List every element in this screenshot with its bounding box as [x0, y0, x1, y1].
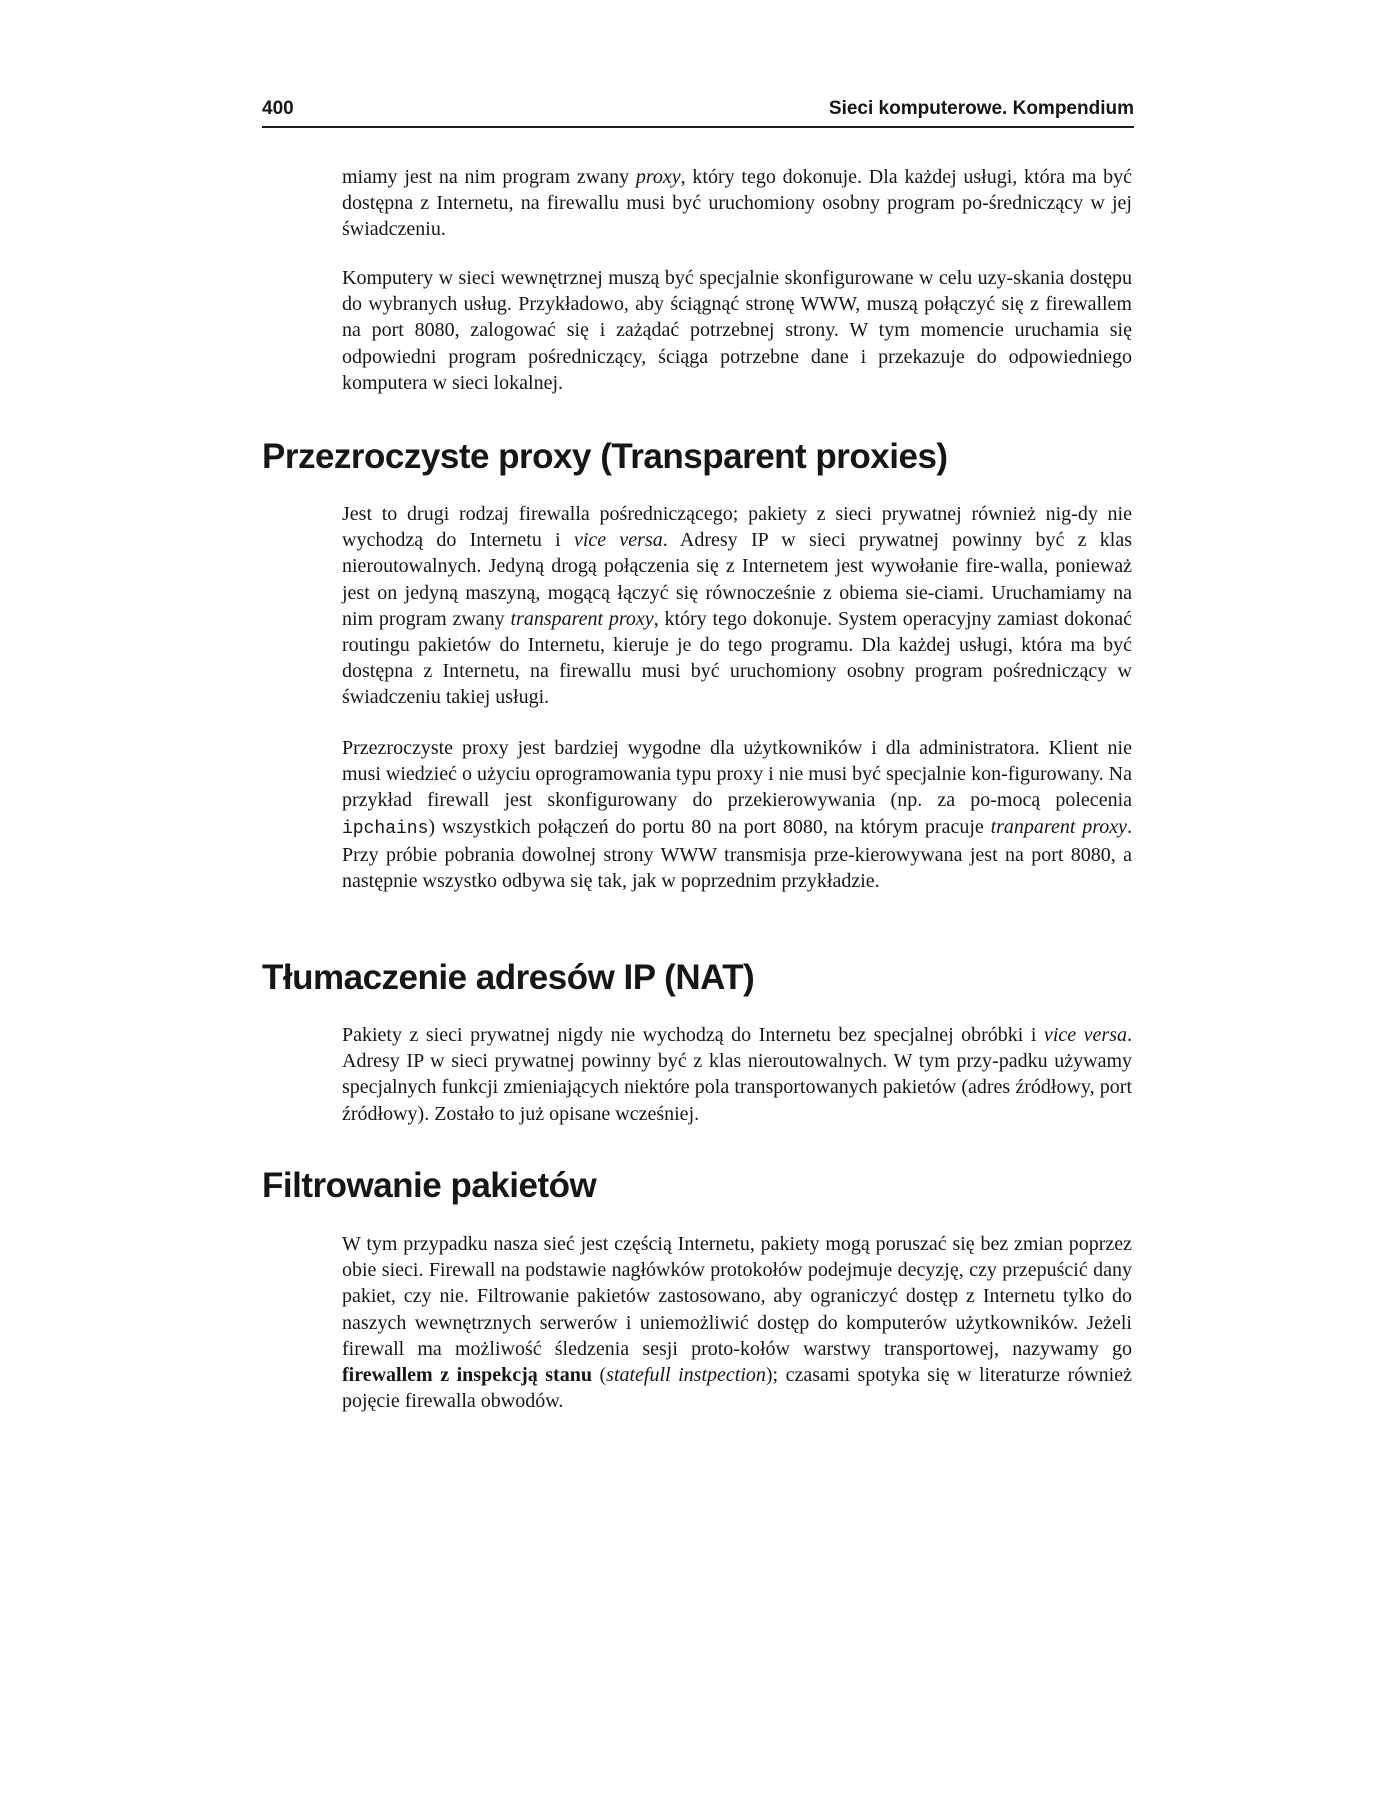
paragraph-nat	[342, 1022, 1132, 1127]
page-header	[262, 96, 1134, 128]
text-run: , który tego dokonuje. System operacyjny zamiast dokonać routingu pakietów do Internetu, kieruje je do tego programu. Dla każdej usługi, która ma być dostępna z Internetu, na firewallu musi być uruchomiony osobny program pośredniczący w świadczeniu takiej usługi.	[342, 607, 1132, 709]
italic-term: transparent proxy	[510, 607, 654, 630]
paragraph-proxy-continued	[342, 164, 1132, 243]
text-run: , który tego dokonuje. Dla każdej usługi, która ma być dostępna z Internetu, na firewallu musi być uruchomiony osobny program po-średniczący w jej świadczeniu.	[342, 166, 1132, 241]
italic-term: tranparent proxy	[990, 815, 1127, 838]
italic-term: proxy	[635, 166, 681, 188]
text-run: (	[591, 1364, 607, 1387]
paragraph-transparent-proxy-intro	[342, 501, 1132, 711]
paragraph-packet-filtering	[342, 1231, 1132, 1414]
text-run: ) wszystkich połączeń do portu 80 na port 8080, na którym pracuje	[428, 815, 991, 838]
italic-term: statefull instpection	[606, 1364, 766, 1387]
text-run: . Adresy IP w sieci prywatnej powinny być z klas nieroutowalnych. W tym przy-padku używamy specjalnych funkcji zmieniających niektóre pola transportowanych pakietów (adres źródłowy, port źródłowy). Zostało to już opisane wcześniej.	[342, 1024, 1132, 1125]
text-run: Jest to drugi rodzaj firewalla pośredniczącego; pakiety z sieci prywatnej również nig-dy nie wychodzą do Internetu i	[342, 503, 1132, 552]
paragraph-client-config	[342, 265, 1132, 396]
heading-transparent-proxies: Przezroczyste proxy (Transparent proxies)	[262, 437, 948, 476]
text-run: Komputery w sieci wewnętrznej muszą być specjalnie skonfigurowane w celu uzy-skania dostępu do wybranych usług. Przykładowo, aby ściągnąć stronę WWW, muszą połączyć się z firewallem na port 8080, zalogować się i zażądać potrzebnej strony. W tym momencie uruchamia się odpowiedni program pośredniczący, ściąga potrzebne dane i przekazuje do odpowiedniego komputera w sieci lokalnej.	[342, 267, 1132, 394]
text-run: ); czasami spotyka się w literaturze również pojęcie firewalla obwodów.	[342, 1364, 1132, 1413]
text-run: . Adresy IP w sieci prywatnej powinny być z klas nieroutowalnych. Jedyną drogą połączenia się z Internetem jest wywołanie fire-walla, ponieważ jest on jedyną maszyną, mogącą łączyć się równocześnie z obiema sie-ciami. Uruchamiamy na nim program zwany	[342, 529, 1132, 630]
paragraph-transparent-proxy-benefits	[342, 735, 1132, 894]
heading-nat: Tłumaczenie adresów IP (NAT)	[262, 958, 755, 997]
italic-term: vice versa	[573, 529, 663, 552]
code-term: ipchains	[342, 818, 429, 839]
italic-term: vice versa	[1043, 1024, 1127, 1046]
heading-packet-filtering: Filtrowanie pakietów	[262, 1166, 597, 1205]
text-run: Przezroczyste proxy jest bardziej wygodne dla użytkowników i dla administratora. Klient nie musi wiedzieć o użyciu oprogramowania typu proxy i nie musi być specjalnie kon-figurowany. Na przykład firewall jest skonfigurowany do przekierowywania (np. za po-mocą polecenia	[342, 737, 1132, 812]
text-run: Pakiety z sieci prywatnej nigdy nie wychodzą do Internetu bez specjalnej obróbki i	[342, 1024, 1044, 1046]
bold-term: firewallem z inspekcją stanu	[342, 1364, 592, 1387]
text-run: miamy jest na nim program zwany	[342, 166, 636, 188]
page-number: 400	[262, 98, 294, 119]
running-title: Sieci komputerowe. Kompendium	[828, 98, 1134, 119]
text-run: . Przy próbie pobrania dowolnej strony WWW transmisja prze-kierowywana jest na port 8080, a następnie wszystko odbywa się tak, jak w poprzednim przykładzie.	[342, 815, 1132, 893]
text-run: W tym przypadku nasza sieć jest częścią Internetu, pakiety mogą poruszać się bez zmian poprzez obie sieci. Firewall na podstawie nagłówków protokołów podejmuje decyzję, czy przepuścić dany pakiet, czy nie. Filtrowanie pakietów zastosowano, aby ograniczyć dostęp z Internetu tylko do naszych wewnętrznych serwerów i uniemożliwić dostęp do komputerów użytkowników. Jeżeli firewall ma możliwość śledzenia sesji proto-kołów warstwy transportowej, nazywamy go	[342, 1233, 1132, 1360]
